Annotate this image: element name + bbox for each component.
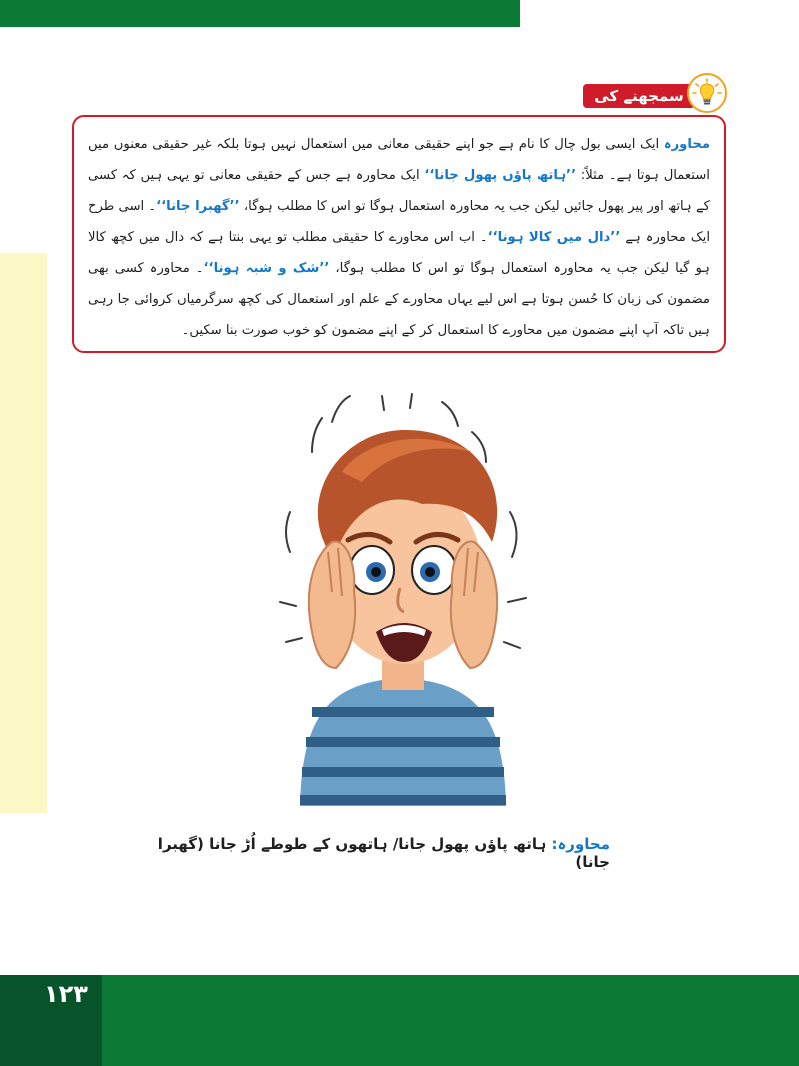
example-daal-mein-kala: ’’دال میں کالا ہونا‘‘ bbox=[487, 230, 621, 245]
caption bbox=[150, 835, 610, 871]
bottom-green-bar bbox=[0, 975, 799, 1066]
page-number: ۱۲۳ bbox=[44, 980, 88, 1008]
tip-box bbox=[72, 115, 726, 353]
term-muhawara: محاورہ bbox=[663, 137, 710, 152]
caption-text: ہاتھ پاؤں پھول جانا/ ہاتھوں کے طوطے اُڑ جانا (گھبرا جانا) bbox=[157, 835, 610, 871]
tip-line-2: ایک محاورہ ہے جس کے حقیقی معانی تو یہی ہیں کہ کسی کے ہاتھ اور پیر پھول جائیں لیکن جب یہ محاورہ استعمال ہوگا تو اس کا مطلب ہوگا، bbox=[88, 168, 710, 214]
example-shak-shuba: ’’شک و شبہ ہونا‘‘ bbox=[203, 261, 330, 276]
caption-key: محاورہ: bbox=[551, 835, 610, 853]
tip-label: سمجھنے کی بات : bbox=[583, 84, 695, 108]
tip-paragraph bbox=[88, 129, 710, 346]
top-green-bar bbox=[0, 0, 520, 27]
scared-boy-illustration bbox=[272, 392, 532, 806]
example-ghabra-jana: ’’گھبرا جانا‘‘ bbox=[156, 199, 240, 214]
tip-line-3: ۔ اسی طرح ایک محاورہ ہے bbox=[88, 199, 710, 245]
lightbulb-icon bbox=[687, 73, 727, 113]
tip-line-1: ایک ایسی بول چال کا نام ہے جو اپنے حقیقی معانی میں استعمال نہیں ہوتا بلکہ غیر حقیقی معنوں میں استعمال ہوتا ہے۔ مثلاً: bbox=[88, 137, 710, 183]
tip-header bbox=[583, 73, 728, 129]
tip-line-4: ۔ اب اس محاورے کا حقیقی مطلب تو یہی بنتا ہے کہ دال میں کچھ کالا ہو گیا لیکن جب یہ محاورہ استعمال ہوگا تو اس کا مطلب ہوگا، bbox=[88, 230, 710, 276]
side-yellow-strip bbox=[0, 253, 47, 813]
example-haath-paon: ’’ہاتھ پاؤں پھول جانا‘‘ bbox=[424, 168, 577, 183]
tip-line-5: ۔ محاورہ کسی بھی مضمون کی زبان کا حُسن ہوتا ہے اس لیے یہاں محاورے کے علم اور استعمال کی کچھ سرگرمیاں کروائی جا رہی ہیں تاکہ آپ اپنے مضمون میں محاورے کا استعمال کر کے اپنے مضمون کو خوب صورت بنا سکیں۔ bbox=[88, 261, 710, 338]
